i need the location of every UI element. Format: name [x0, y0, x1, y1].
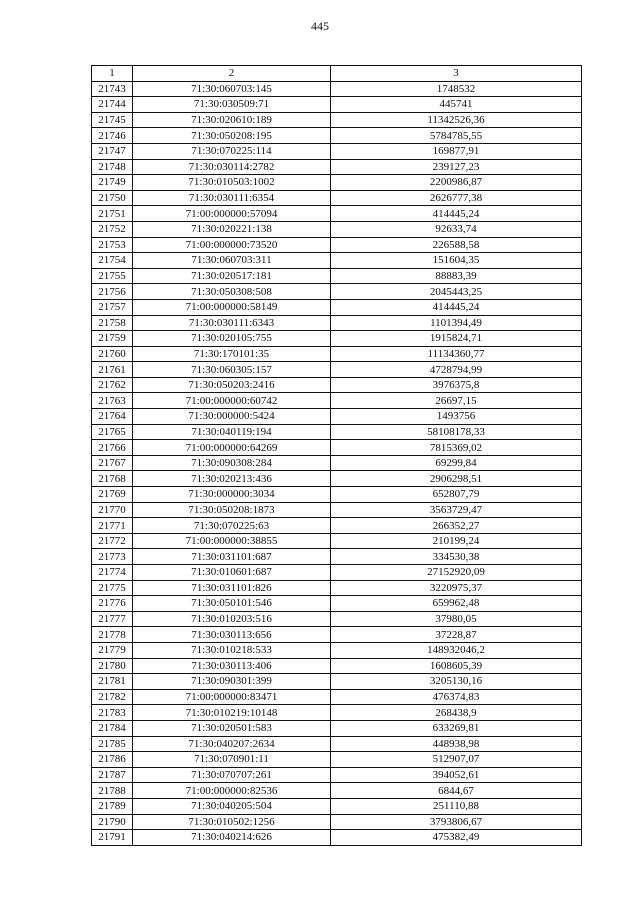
- cadastral-number-cell: 71:30:000000:3034: [133, 487, 331, 503]
- table-row: [92, 830, 582, 846]
- table-row: [92, 128, 582, 144]
- table-row: [92, 736, 582, 752]
- cadastral-number-cell: 71:30:040119:194: [133, 424, 331, 440]
- cadastral-number-cell: 71:30:040207:2634: [133, 736, 331, 752]
- row-number-cell: 21748: [92, 159, 133, 175]
- row-number-cell: 21784: [92, 720, 133, 736]
- cadastral-number-cell: 71:30:070225:114: [133, 143, 331, 159]
- cadastral-number-cell: 71:00:000000:58149: [133, 299, 331, 315]
- cadastral-number-cell: 71:30:020105:755: [133, 331, 331, 347]
- row-number-cell: 21761: [92, 362, 133, 378]
- value-cell: 11342526,36: [331, 112, 582, 128]
- cadastral-number-cell: 71:30:031101:687: [133, 549, 331, 565]
- row-number-cell: 21757: [92, 299, 133, 315]
- table-row: [92, 284, 582, 300]
- table-row: [92, 159, 582, 175]
- table-row: [92, 112, 582, 128]
- cadastral-number-cell: 71:30:020517:181: [133, 268, 331, 284]
- cadastral-number-cell: 71:30:010218:533: [133, 642, 331, 658]
- cadastral-number-cell: 71:30:030113:656: [133, 627, 331, 643]
- table-row: [92, 237, 582, 253]
- row-number-cell: 21755: [92, 268, 133, 284]
- cadastral-number-cell: 71:30:060703:311: [133, 253, 331, 269]
- value-cell: 6844,67: [331, 783, 582, 799]
- value-cell: 2045443,25: [331, 284, 582, 300]
- cadastral-number-cell: 71:30:070901:11: [133, 752, 331, 768]
- table-row: [92, 315, 582, 331]
- row-number-cell: 21773: [92, 549, 133, 565]
- page-number: 445: [311, 19, 329, 33]
- row-number-cell: 21763: [92, 393, 133, 409]
- table-header-row: [92, 66, 582, 82]
- row-number-cell: 21783: [92, 705, 133, 721]
- value-cell: 2626777,38: [331, 190, 582, 206]
- cadastral-number-cell: 71:30:030113:406: [133, 658, 331, 674]
- table-row: [92, 798, 582, 814]
- row-number-cell: 21759: [92, 331, 133, 347]
- cadastral-number-cell: 71:30:030111:6354: [133, 190, 331, 206]
- row-number-cell: 21767: [92, 455, 133, 471]
- row-number-cell: 21750: [92, 190, 133, 206]
- table-row: [92, 190, 582, 206]
- cadastral-number-cell: 71:30:020501:583: [133, 720, 331, 736]
- value-cell: 3220975,37: [331, 580, 582, 596]
- registry-table: [91, 65, 582, 846]
- value-cell: 633269,81: [331, 720, 582, 736]
- cadastral-number-cell: 71:30:050208:1873: [133, 502, 331, 518]
- table-row: [92, 409, 582, 425]
- table-row: [92, 424, 582, 440]
- value-cell: 3793806,67: [331, 814, 582, 830]
- row-number-cell: 21765: [92, 424, 133, 440]
- table-row: [92, 487, 582, 503]
- table-row: [92, 502, 582, 518]
- value-cell: 394052,61: [331, 767, 582, 783]
- value-cell: 7815369,02: [331, 440, 582, 456]
- table-row: [92, 767, 582, 783]
- row-number-cell: 21778: [92, 627, 133, 643]
- value-cell: 448938,98: [331, 736, 582, 752]
- value-cell: 88883,39: [331, 268, 582, 284]
- value-cell: 2200986,87: [331, 175, 582, 191]
- table-row: [92, 362, 582, 378]
- cadastral-number-cell: 71:30:050101:546: [133, 596, 331, 612]
- value-cell: 92633,74: [331, 221, 582, 237]
- table-row: [92, 440, 582, 456]
- row-number-cell: 21762: [92, 377, 133, 393]
- row-number-cell: 21768: [92, 471, 133, 487]
- table-row: [92, 346, 582, 362]
- value-cell: 3976375,8: [331, 377, 582, 393]
- value-cell: 3563729,47: [331, 502, 582, 518]
- row-number-cell: 21788: [92, 783, 133, 799]
- cadastral-number-cell: 71:30:030111:6343: [133, 315, 331, 331]
- table-row: [92, 596, 582, 612]
- value-cell: 2906298,51: [331, 471, 582, 487]
- table-row: [92, 814, 582, 830]
- cadastral-number-cell: 71:30:000000:5424: [133, 409, 331, 425]
- table-row: [92, 642, 582, 658]
- table-row: [92, 580, 582, 596]
- table-row: [92, 783, 582, 799]
- cadastral-number-cell: 71:00:000000:57094: [133, 206, 331, 222]
- row-number-cell: 21766: [92, 440, 133, 456]
- table-row: [92, 393, 582, 409]
- table-row: [92, 81, 582, 97]
- table-row: [92, 705, 582, 721]
- table-row: [92, 720, 582, 736]
- cadastral-number-cell: 71:00:000000:83471: [133, 689, 331, 705]
- value-cell: 37228,87: [331, 627, 582, 643]
- cadastral-number-cell: 71:30:090308:284: [133, 455, 331, 471]
- row-number-cell: 21744: [92, 97, 133, 113]
- row-number-cell: 21758: [92, 315, 133, 331]
- table-row: [92, 377, 582, 393]
- cadastral-number-cell: 71:30:010203:516: [133, 611, 331, 627]
- table-row: [92, 518, 582, 534]
- table-row: [92, 206, 582, 222]
- value-cell: 476374,83: [331, 689, 582, 705]
- cadastral-number-cell: 71:30:050308:508: [133, 284, 331, 300]
- row-number-cell: 21747: [92, 143, 133, 159]
- value-cell: 414445,24: [331, 299, 582, 315]
- value-cell: 1915824,71: [331, 331, 582, 347]
- value-cell: 169877,91: [331, 143, 582, 159]
- column-header-3: 3: [331, 66, 582, 82]
- value-cell: 512907,07: [331, 752, 582, 768]
- cadastral-number-cell: 71:30:060305:157: [133, 362, 331, 378]
- cadastral-number-cell: 71:30:030114:2782: [133, 159, 331, 175]
- table-row: [92, 658, 582, 674]
- cadastral-number-cell: 71:00:000000:64269: [133, 440, 331, 456]
- cadastral-number-cell: 71:00:000000:60742: [133, 393, 331, 409]
- row-number-cell: 21785: [92, 736, 133, 752]
- row-number-cell: 21781: [92, 674, 133, 690]
- value-cell: 5784785,55: [331, 128, 582, 144]
- row-number-cell: 21770: [92, 502, 133, 518]
- row-number-cell: 21769: [92, 487, 133, 503]
- table-row: [92, 331, 582, 347]
- cadastral-number-cell: 71:30:030509:71: [133, 97, 331, 113]
- row-number-cell: 21754: [92, 253, 133, 269]
- row-number-cell: 21749: [92, 175, 133, 191]
- value-cell: 475382,49: [331, 830, 582, 846]
- value-cell: 226588,58: [331, 237, 582, 253]
- table-row: [92, 175, 582, 191]
- value-cell: 334530,38: [331, 549, 582, 565]
- value-cell: 151604,35: [331, 253, 582, 269]
- column-header-2: 2: [133, 66, 331, 82]
- row-number-cell: 21772: [92, 533, 133, 549]
- value-cell: 148932046,2: [331, 642, 582, 658]
- cadastral-number-cell: 71:30:020213:436: [133, 471, 331, 487]
- row-number-cell: 21745: [92, 112, 133, 128]
- table-body: [92, 81, 582, 845]
- row-number-cell: 21764: [92, 409, 133, 425]
- row-number-cell: 21776: [92, 596, 133, 612]
- row-number-cell: 21789: [92, 798, 133, 814]
- table-row: [92, 221, 582, 237]
- table-row: [92, 627, 582, 643]
- row-number-cell: 21771: [92, 518, 133, 534]
- cadastral-number-cell: 71:00:000000:73520: [133, 237, 331, 253]
- value-cell: 27152920,09: [331, 565, 582, 581]
- row-number-cell: 21775: [92, 580, 133, 596]
- row-number-cell: 21743: [92, 81, 133, 97]
- value-cell: 414445,24: [331, 206, 582, 222]
- value-cell: 652807,79: [331, 487, 582, 503]
- cadastral-number-cell: 71:00:000000:38855: [133, 533, 331, 549]
- row-number-cell: 21746: [92, 128, 133, 144]
- value-cell: 58108178,33: [331, 424, 582, 440]
- table-row: [92, 455, 582, 471]
- value-cell: 659962,48: [331, 596, 582, 612]
- cadastral-number-cell: 71:30:090301:399: [133, 674, 331, 690]
- row-number-cell: 21752: [92, 221, 133, 237]
- value-cell: 1493756: [331, 409, 582, 425]
- table-row: [92, 549, 582, 565]
- value-cell: 268438,9: [331, 705, 582, 721]
- cadastral-number-cell: 71:30:040205:504: [133, 798, 331, 814]
- value-cell: 26697,15: [331, 393, 582, 409]
- row-number-cell: 21791: [92, 830, 133, 846]
- value-cell: 445741: [331, 97, 582, 113]
- value-cell: 11134360,77: [331, 346, 582, 362]
- cadastral-number-cell: 71:30:070707:261: [133, 767, 331, 783]
- row-number-cell: 21790: [92, 814, 133, 830]
- row-number-cell: 21777: [92, 611, 133, 627]
- table-row: [92, 674, 582, 690]
- cadastral-number-cell: 71:00:000000:82536: [133, 783, 331, 799]
- table-row: [92, 533, 582, 549]
- value-cell: 266352,27: [331, 518, 582, 534]
- row-number-cell: 21753: [92, 237, 133, 253]
- table-row: [92, 471, 582, 487]
- cadastral-number-cell: 71:30:010502:1256: [133, 814, 331, 830]
- value-cell: 210199,24: [331, 533, 582, 549]
- table-row: [92, 611, 582, 627]
- table-row: [92, 565, 582, 581]
- table-row: [92, 299, 582, 315]
- value-cell: 37980,05: [331, 611, 582, 627]
- row-number-cell: 21751: [92, 206, 133, 222]
- cadastral-number-cell: 71:30:010219:10148: [133, 705, 331, 721]
- table-row: [92, 143, 582, 159]
- cadastral-number-cell: 71:30:020221:138: [133, 221, 331, 237]
- row-number-cell: 21756: [92, 284, 133, 300]
- cadastral-number-cell: 71:30:040214:626: [133, 830, 331, 846]
- cadastral-number-cell: 71:30:020610:189: [133, 112, 331, 128]
- table-row: [92, 752, 582, 768]
- table-row: [92, 253, 582, 269]
- row-number-cell: 21787: [92, 767, 133, 783]
- value-cell: 1101394,49: [331, 315, 582, 331]
- value-cell: 239127,23: [331, 159, 582, 175]
- row-number-cell: 21760: [92, 346, 133, 362]
- table-row: [92, 97, 582, 113]
- cadastral-number-cell: 71:30:060703:145: [133, 81, 331, 97]
- row-number-cell: 21780: [92, 658, 133, 674]
- cadastral-number-cell: 71:30:010601:687: [133, 565, 331, 581]
- cadastral-number-cell: 71:30:050203:2416: [133, 377, 331, 393]
- cadastral-number-cell: 71:30:031101:826: [133, 580, 331, 596]
- row-number-cell: 21774: [92, 565, 133, 581]
- cadastral-number-cell: 71:30:070225:63: [133, 518, 331, 534]
- column-header-1: 1: [92, 66, 133, 82]
- cadastral-number-cell: 71:30:010503:1002: [133, 175, 331, 191]
- value-cell: 251110,88: [331, 798, 582, 814]
- cadastral-number-cell: 71:30:170101:35: [133, 346, 331, 362]
- row-number-cell: 21786: [92, 752, 133, 768]
- table-row: [92, 268, 582, 284]
- row-number-cell: 21779: [92, 642, 133, 658]
- value-cell: 1748532: [331, 81, 582, 97]
- value-cell: 69299,84: [331, 455, 582, 471]
- value-cell: 3205130,16: [331, 674, 582, 690]
- table-row: [92, 689, 582, 705]
- value-cell: 4728794,99: [331, 362, 582, 378]
- value-cell: 1608605,39: [331, 658, 582, 674]
- row-number-cell: 21782: [92, 689, 133, 705]
- cadastral-number-cell: 71:30:050208:195: [133, 128, 331, 144]
